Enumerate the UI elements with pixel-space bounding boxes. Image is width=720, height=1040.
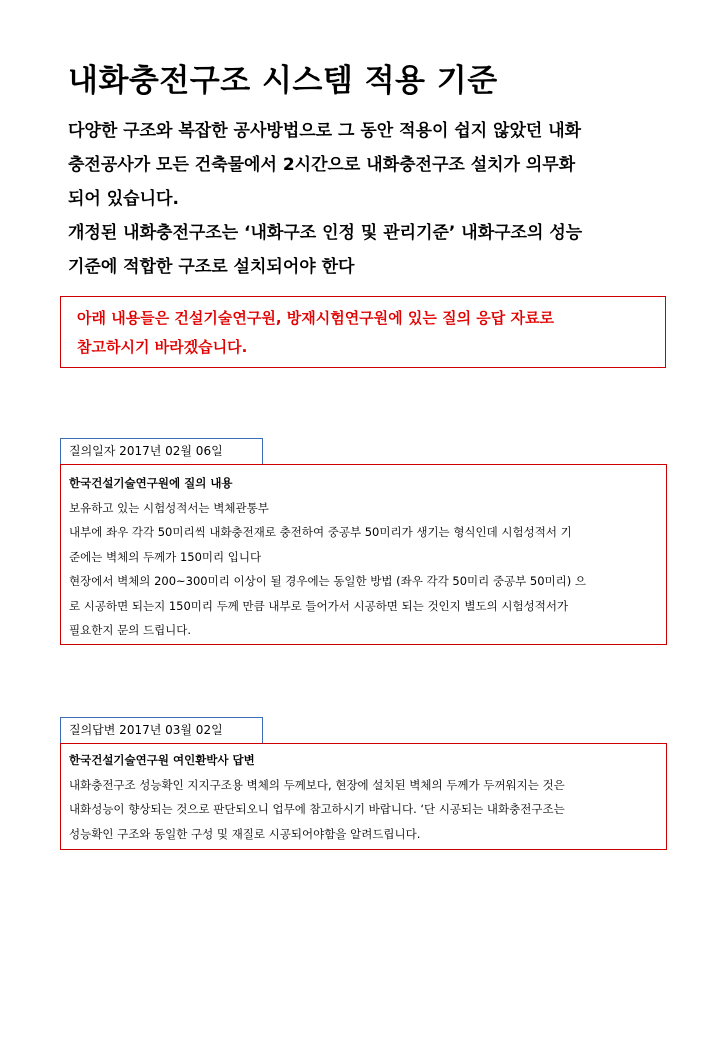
notice-box [60, 296, 666, 368]
notice-line: 참고하시기 바라겠습니다. [77, 338, 248, 356]
question-heading: 한국건설기술연구원에 질의 내용 [69, 476, 233, 490]
answer-box [60, 743, 667, 850]
intro-line: 충전공사가 모든 건축물에서 2시간으로 내화충전구조 설치가 의무화 [68, 155, 576, 175]
answer-heading: 한국건설기술연구원 여인환박사 답변 [69, 753, 255, 767]
intro-line: 되어 있습니다. [68, 189, 179, 209]
question-line: 현장에서 벽체의 200~300미리 이상이 될 경우에는 동일한 방법 (좌우 각각 50미리 중공부 50미리) 으 [69, 574, 586, 588]
question-line: 준에는 벽체의 두께가 150미리 입니다 [69, 549, 262, 564]
question-line: 필요한지 문의 드립니다. [69, 623, 192, 637]
answer-line: 내화충전구조 성능확인 지지구조용 벽체의 두께보다, 현장에 설치된 벽체의 두께가 두꺼워지는 것은 [69, 777, 565, 792]
question-line: 내부에 좌우 각각 50미리씩 내화충전재로 충전하여 중공부 50미리가 생기는 형식인데 시험성적서 기 [69, 525, 572, 539]
answer-line: 내화성능이 향상되는 것으로 판단되오니 업무에 참고하시기 바랍니다. ‘단 시공되는 내화충전구조는 [69, 802, 565, 816]
notice-line: 아래 내용들은 건설기술연구원, 방재시험연구원에 있는 질의 응답 자료로 [77, 309, 554, 327]
answer-line: 성능확인 구조와 동일한 구성 및 재질로 시공되어야함을 알려드립니다. [69, 826, 421, 841]
question-date-tag: 질의일자 2017년 02월 06일 [60, 438, 263, 464]
page-title: 내화충전구조 시스템 적용 기준 [68, 63, 498, 99]
question-line: 로 시공하면 되는지 150미리 두께 만큼 내부로 들어가서 시공하면 되는 것인지 별도의 시험성적서가 [69, 598, 569, 613]
intro-paragraph [68, 114, 668, 284]
intro-line: 개정된 내화충전구조는 ‘내화구조 인정 및 관리기준’ 내화구조의 성능 [68, 223, 583, 243]
question-line: 보유하고 있는 시험성적서는 벽체관통부 [69, 500, 269, 515]
answer-date-tag: 질의답변 2017년 03월 02일 [60, 717, 263, 743]
intro-line: 기준에 적합한 구조로 설치되어야 한다 [68, 257, 355, 277]
intro-line: 다양한 구조와 복잡한 공사방법으로 그 동안 적용이 쉽지 않았던 내화 [68, 121, 582, 141]
question-box [60, 464, 667, 645]
